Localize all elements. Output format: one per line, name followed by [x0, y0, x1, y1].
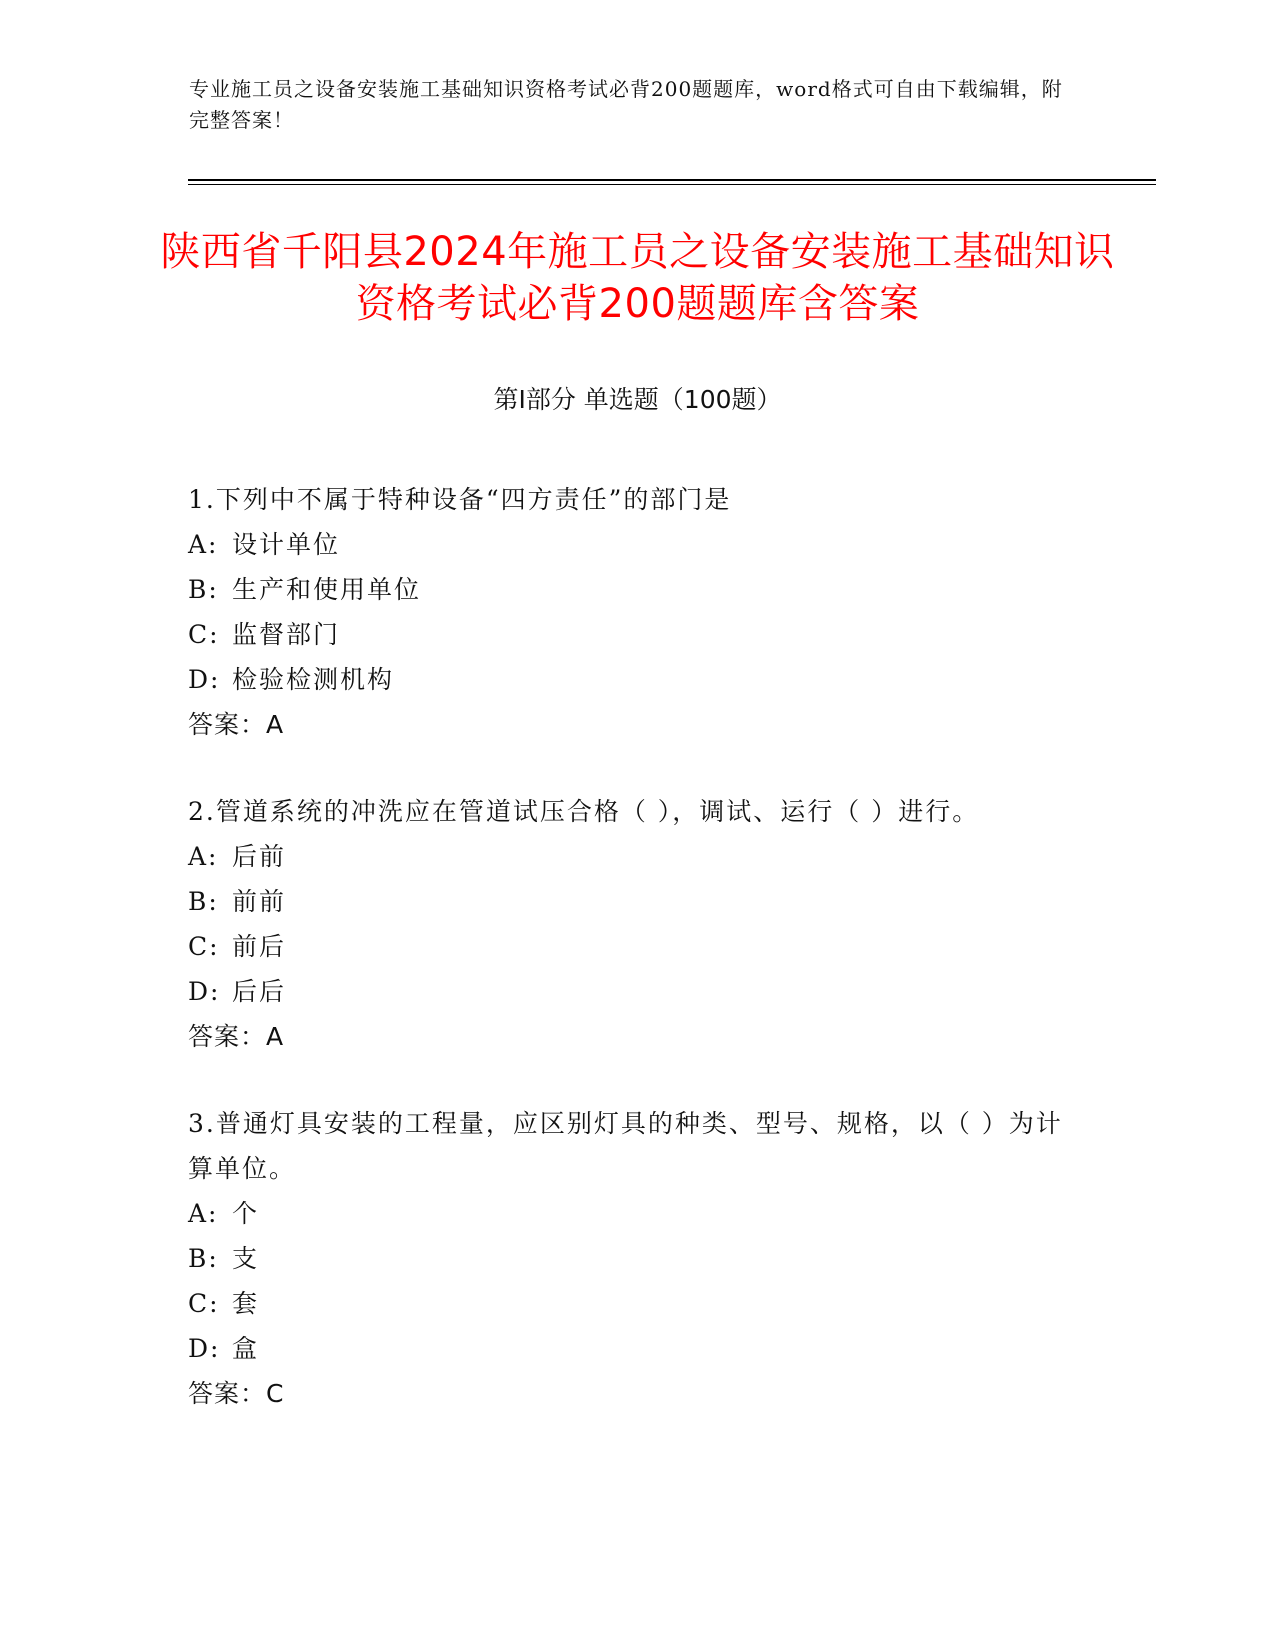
question-1 — [188, 477, 1088, 747]
option-key: B: — [188, 575, 219, 604]
option-a — [188, 522, 1088, 567]
answer-line: 答案：A — [188, 1022, 285, 1051]
option-key: D: — [188, 1334, 221, 1363]
question-stem: 2.管道系统的冲洗应在管道试压合格（ ），调试、运行（ ）进行。 — [188, 797, 980, 826]
option-key: C: — [188, 620, 220, 649]
option-text: 套 — [232, 1289, 260, 1318]
option-text: 个 — [232, 1199, 260, 1228]
header-divider-thick — [188, 179, 1156, 181]
document-title: 陕西省千阳县2024年施工员之设备安装施工基础知识资格考试必背200题题库含答案 — [160, 229, 1115, 327]
question-3 — [188, 1101, 1088, 1416]
option-c — [188, 612, 1088, 657]
option-text: 后后 — [232, 977, 287, 1006]
option-a — [188, 834, 1088, 879]
option-d — [188, 1326, 1088, 1371]
option-text: 设计单位 — [232, 530, 341, 559]
option-key: A: — [188, 530, 219, 559]
option-key: C: — [188, 932, 220, 961]
option-key: A: — [188, 842, 219, 871]
option-d — [188, 657, 1088, 702]
option-key: C: — [188, 1289, 220, 1318]
question-stem: 1.下列中不属于特种设备“四方责任”的部门是 — [188, 485, 732, 514]
question-2 — [188, 789, 1088, 1059]
option-b — [188, 879, 1088, 924]
option-key: D: — [188, 665, 221, 694]
option-text: 前前 — [232, 887, 287, 916]
option-text: 后前 — [232, 842, 287, 871]
option-text: 盒 — [232, 1334, 260, 1363]
option-d — [188, 969, 1088, 1014]
option-key: B: — [188, 887, 219, 916]
option-c — [188, 1281, 1088, 1326]
question-list — [188, 477, 1088, 1458]
header-divider-thin — [188, 184, 1156, 185]
option-key: D: — [188, 977, 221, 1006]
option-text: 检验检测机构 — [232, 665, 395, 694]
option-text: 支 — [232, 1244, 260, 1273]
header-note: 专业施工员之设备安装施工基础知识资格考试必背200题题库，word格式可自由下载编辑，附完整答案！ — [189, 77, 1063, 132]
option-text: 前后 — [232, 932, 287, 961]
option-text: 生产和使用单位 — [232, 575, 422, 604]
option-b — [188, 567, 1088, 612]
option-a — [188, 1191, 1088, 1236]
option-text: 监督部门 — [232, 620, 341, 649]
section-title: 第I部分 单选题（100题） — [493, 385, 782, 414]
option-c — [188, 924, 1088, 969]
option-b — [188, 1236, 1088, 1281]
option-key: B: — [188, 1244, 219, 1273]
option-key: A: — [188, 1199, 219, 1228]
answer-line: 答案：C — [188, 1379, 285, 1408]
question-stem: 3.普通灯具安装的工程量，应区别灯具的种类、型号、规格，以（ ）为计算单位。 — [188, 1109, 1063, 1183]
answer-line: 答案：A — [188, 710, 285, 739]
